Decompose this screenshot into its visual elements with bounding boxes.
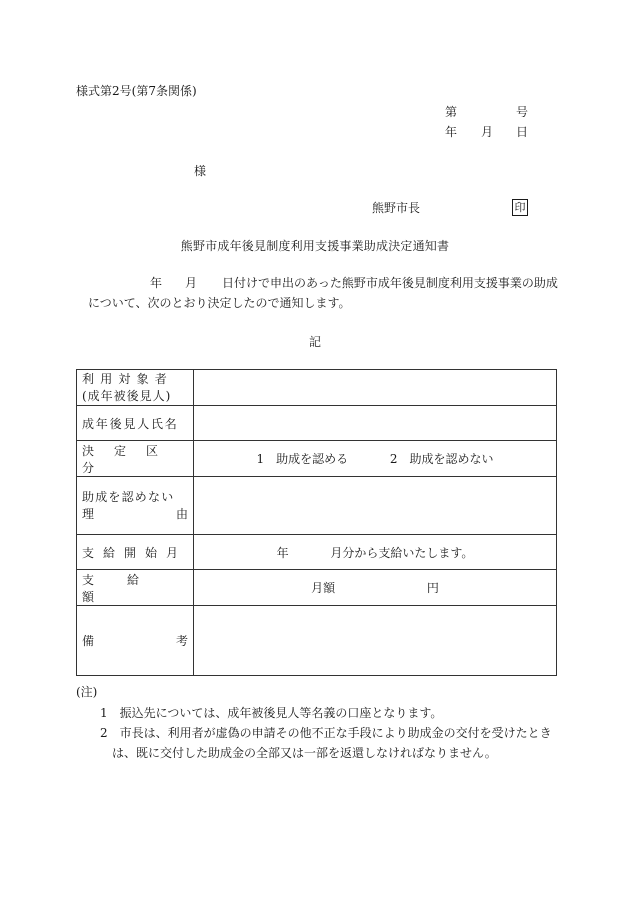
amount-value	[194, 570, 557, 606]
table-row-guardian	[77, 406, 557, 441]
table-row-target	[77, 370, 557, 406]
reason-label-line-2: 理 由	[82, 506, 188, 521]
addressee: 様	[194, 164, 207, 178]
start-month-label: 支給開始月	[77, 535, 194, 570]
seal-mark: 印	[512, 199, 528, 216]
target-label-line-2: (成年被後見人)	[82, 388, 172, 403]
decision-table	[76, 369, 557, 676]
notes-heading: (注)	[76, 685, 98, 699]
target-value	[194, 370, 557, 406]
reason-value	[194, 477, 557, 535]
note-2-line-1: 2 市長は、利用者が虚偽の申請その他不正な手段により助成金の交付を受けたとき	[100, 726, 552, 740]
issuer-name: 熊野市長	[372, 201, 421, 215]
body-year: 年	[150, 276, 163, 290]
decision-label: 決定区分	[77, 441, 194, 477]
reason-label-line-1: 助成を認めない	[82, 489, 175, 504]
document-number-prefix: 第	[445, 105, 458, 119]
issue-date-month: 月	[481, 125, 494, 139]
guardian-label: 成年後見人氏名	[77, 406, 194, 441]
note-1: 1 振込先については、成年被後見人等名義の口座となります。	[100, 706, 443, 720]
issue-date-year: 年	[445, 125, 458, 139]
reason-label	[77, 477, 194, 535]
guardian-value	[194, 406, 557, 441]
decision-option-approve: 1 助成を認める	[256, 452, 349, 466]
amount-label: 支給額	[77, 570, 194, 606]
form-number: 様式第2号(第7条関係)	[76, 84, 197, 98]
amount-prefix: 月額	[311, 581, 336, 595]
target-label-line-1: 利用対象者	[82, 371, 174, 386]
decision-options	[194, 441, 557, 477]
document-title: 熊野市成年後見制度利用支援事業助成決定通知書	[180, 239, 450, 253]
body-month: 月	[185, 276, 198, 290]
remarks-value	[194, 606, 557, 676]
table-row-reason	[77, 477, 557, 535]
table-row-decision	[77, 441, 557, 477]
target-label	[77, 370, 194, 406]
start-month-value	[194, 535, 557, 570]
issue-date	[445, 125, 528, 139]
ki-heading: 記	[308, 335, 321, 349]
amount-unit: 円	[426, 581, 439, 595]
issue-date-day: 日	[515, 125, 528, 139]
decision-option-deny: 2 助成を認めない	[389, 452, 494, 466]
document-number	[445, 105, 528, 119]
note-2-line-2: は、既に交付した助成金の全部又は一部を返還しなければなりません。	[112, 746, 497, 760]
document-number-suffix: 号	[515, 105, 528, 119]
table-row-amount	[77, 570, 557, 606]
start-text: 月分から支給いたします。	[330, 545, 474, 560]
table-row-remarks	[77, 606, 557, 676]
start-year: 年	[276, 545, 289, 560]
table-row-start	[77, 535, 557, 570]
body-line-2: について、次のとおり決定したので通知します。	[88, 296, 351, 310]
body-line-1-text: 日付けで申出のあった熊野市成年後見制度利用支援事業の助成	[222, 276, 558, 290]
remarks-label: 備 考	[77, 606, 194, 676]
